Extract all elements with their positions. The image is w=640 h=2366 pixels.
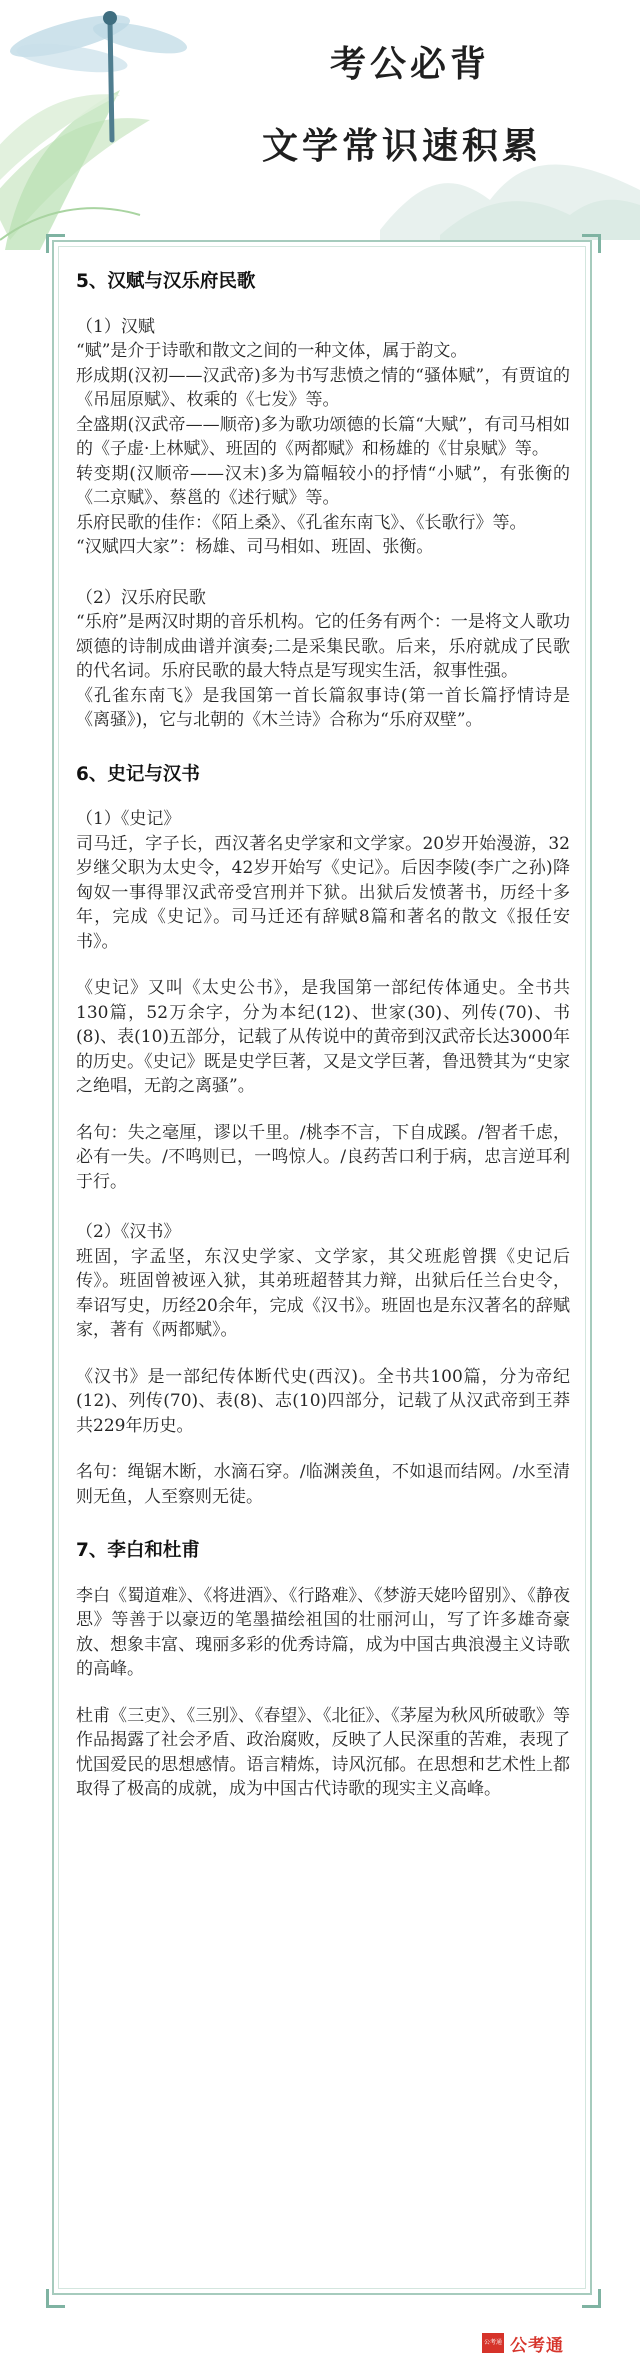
paragraph: 转变期(汉顺帝——汉末)多为篇幅较小的抒情“小赋”，有张衡的《二京赋》、蔡邕的《述行赋》等。	[76, 463, 570, 508]
paragraph: 全盛期(汉武帝——顺帝)多为歌功颂德的长篇“大赋”，有司马相如的《子虚·上林赋》、班固的《两都赋》和杨雄的《甘泉赋》等。	[76, 414, 570, 459]
paragraph: 《汉书》是一部纪传体断代史(西汉)。全书共100篇，分为帝纪(12)、列传(70)、表(8)、志(10)四部分，记载了从汉武帝到王莽共229年历史。	[76, 1366, 570, 1436]
page-subtitle: 文学常识速积累	[262, 126, 543, 167]
section-title: 5、汉赋与汉乐府民歌	[76, 271, 256, 292]
paragraph: 李白《蜀道难》、《将进酒》、《行路难》、《梦游天姥吟留别》、《静夜思》等善于以豪迈的笔墨描绘祖国的壮丽河山，写了许多雄奇豪放、想象丰富、瑰丽多彩的优秀诗篇，成为中国古典浪漫主义诗歌的高峰。	[76, 1585, 570, 1679]
paragraph: “乐府”是两汉时期的音乐机构。它的任务有两个：一是将文人歌功颂德的诗制成曲谱并演奏;二是采集民歌。后来，乐府就成了民歌的代名词。乐府民歌的最大特点是写现实生活，叙事性强。	[76, 612, 570, 681]
logo-mark: 公考通	[482, 2333, 504, 2353]
subsection-title: （2）《汉书》	[76, 1222, 181, 1242]
header	[0, 28, 640, 188]
frame-corner	[46, 2289, 65, 2308]
paragraph: 乐府民歌的佳作：《陌上桑》、《孔雀东南飞》、《长歌行》等。	[76, 512, 527, 533]
paragraph: 杜甫《三吏》、《三别》、《春望》、《北征》、《茅屋为秋风所破歌》等作品揭露了社会矛盾、政治腐败，反映了人民深重的苦难，表现了忧国爱民的思想感情。语言精炼，诗风沉郁。在思想和艺术性上都取得了极高的成就，成为中国古代诗歌的现实主义高峰。	[76, 1705, 570, 1799]
section-title: 7、李白和杜甫	[76, 1540, 200, 1561]
paragraph: 形成期(汉初——汉武帝)多为书写悲愤之情的“骚体赋”，有贾谊的《吊屈原赋》、枚乘的《七发》等。	[76, 365, 570, 410]
subsection-title: （2）汉乐府民歌	[76, 587, 206, 608]
paragraph: “赋”是介于诗歌和散文之间的一种文体，属于韵文。	[76, 341, 468, 361]
subsection-title: （1）汉赋	[76, 316, 155, 337]
paragraph: 名句：绳锯木断，水滴石穿。/临渊羡鱼，不如退而结网。/水至清则无鱼，人至察则无徒。	[76, 1462, 570, 1507]
frame-corner	[46, 234, 65, 253]
frame-corner	[582, 2289, 601, 2308]
article-body	[76, 270, 570, 1802]
paragraph: 班固，字孟坚，东汉史学家、文学家，其父班彪曾撰《史记后传》。班固曾被诬入狱，其弟班超替其力辩，出狱后任兰台史令，奉诏写史，历经20余年，完成《汉书》。班固也是东汉著名的辞赋家，著有《两都赋》。	[76, 1246, 570, 1340]
paragraph: 名句：失之毫厘，谬以千里。/桃李不言，下自成蹊。/智者千虑，必有一失。/不鸣则已，一鸣惊人。/良药苦口利于病，忠言逆耳利于行。	[76, 1122, 570, 1192]
brand-logo	[482, 2330, 564, 2356]
paragraph: “汉赋四大家”：杨雄、司马相如、班固、张衡。	[76, 537, 434, 557]
frame-corner	[582, 234, 601, 253]
page-title: 考公必背	[330, 44, 491, 85]
paragraph: 《史记》又叫《太史公书》，是我国第一部纪传体通史。全书共130篇，52万余字，分为本纪(12)、世家(30)、列传(70)、书(8)、表(10)五部分，记载了从传说中的黄帝到汉武帝长达3000年的历史。《史记》既是史学巨著，又是文学巨著，鲁迅赞其为“史家之绝唱，无韵之离骚”。	[76, 978, 570, 1096]
subsection-title: （1）《史记》	[76, 809, 181, 829]
paragraph: 《孔雀东南飞》是我国第一首长篇叙事诗(第一首长篇抒情诗是《离骚》)，它与北朝的《木兰诗》合称为“乐府双壁”。	[76, 685, 570, 730]
paragraph: 司马迁，字子长，西汉著名史学家和文学家。20岁开始漫游，32岁继父职为太史令，42岁开始写《史记》。后因李陵(李广之孙)降匈奴一事得罪汉武帝受宫刑并下狱。出狱后发愤著书，历经十多年，完成《史记》。司马迁还有辞赋8篇和著名的散文《报任安书》。	[76, 833, 570, 952]
section-title: 6、史记与汉书	[76, 763, 200, 785]
logo-text: 公考通	[510, 2335, 564, 2356]
